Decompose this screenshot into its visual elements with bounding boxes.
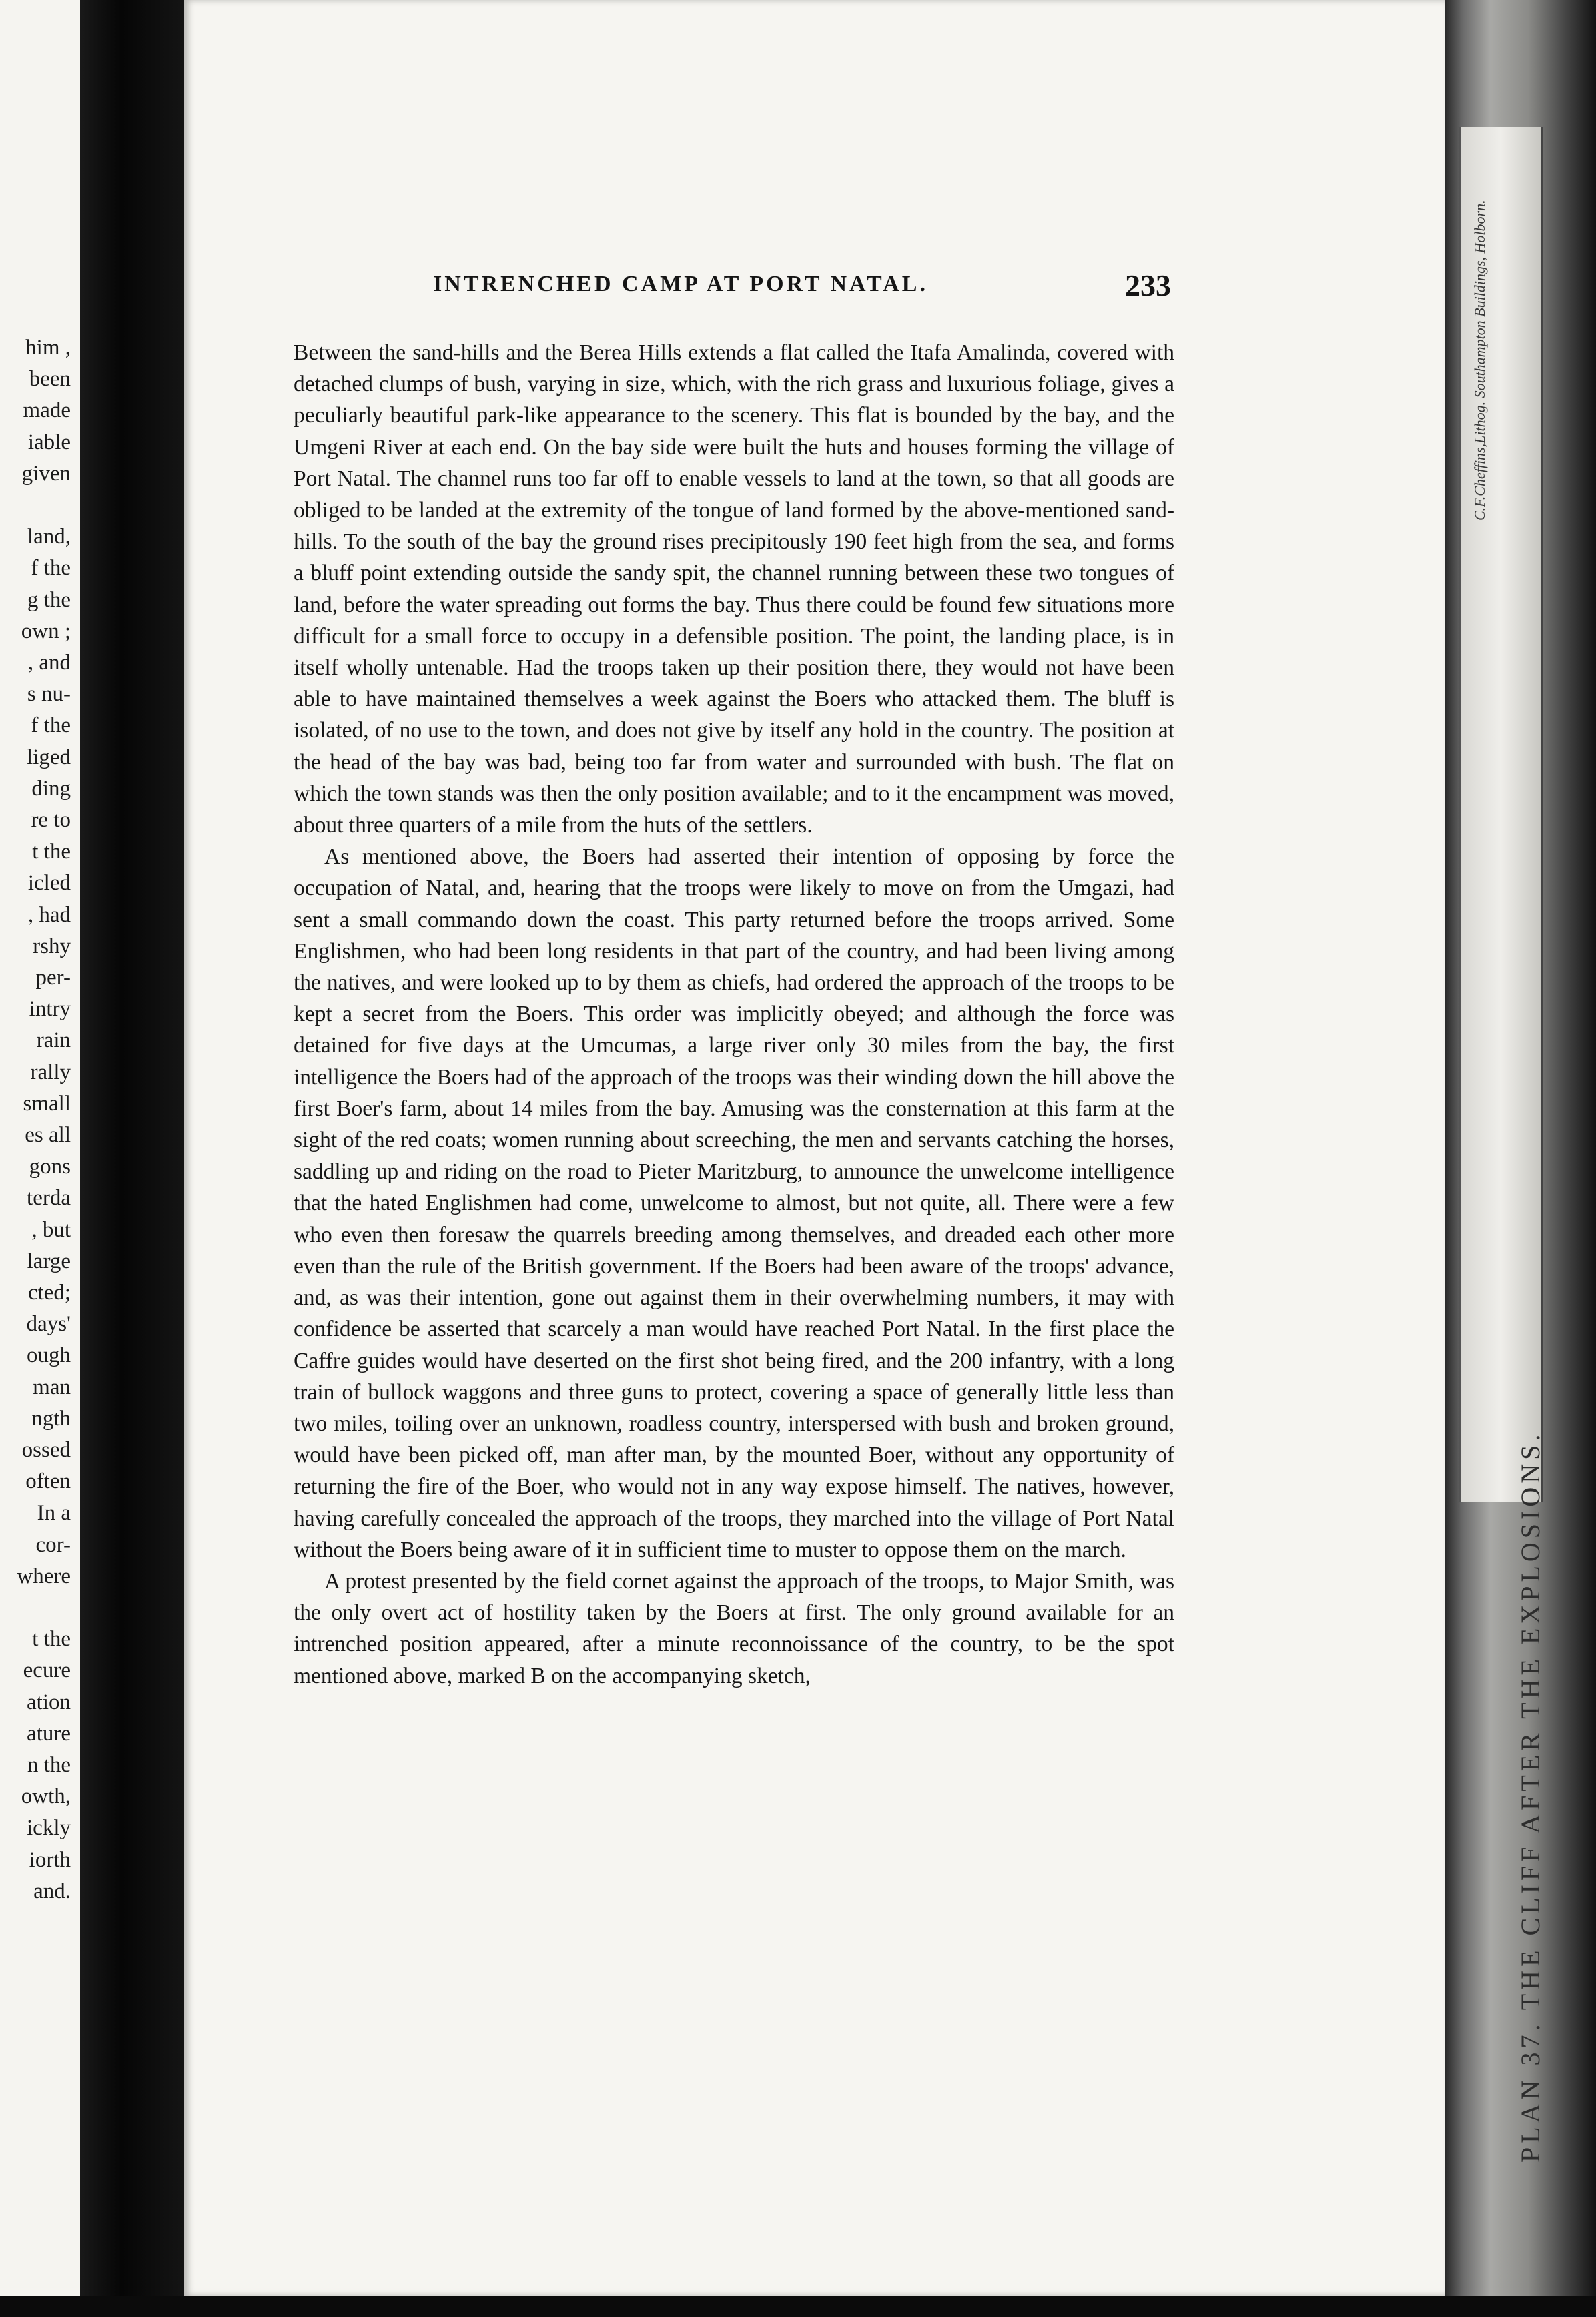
left-page-fragment: own ; xyxy=(21,619,71,643)
left-page-fragment: ossed xyxy=(21,1438,71,1462)
left-page-fragment: re to xyxy=(31,808,71,832)
left-page-fragment: icled xyxy=(27,871,71,896)
left-page-fragment: ickly xyxy=(27,1816,71,1841)
left-page-fragment: , had xyxy=(27,902,71,927)
left-page-fragment: owth, xyxy=(21,1784,71,1809)
left-page-fragment: f the xyxy=(31,556,71,581)
left-page-fragment: iable xyxy=(27,430,71,454)
left-page-fragment: es all xyxy=(25,1123,71,1147)
left-page-fragment: large xyxy=(27,1249,71,1273)
left-page-fragment: t the xyxy=(32,1627,71,1652)
paragraph: As mentioned above, the Boers had asserted their intention of opposing by force the occupation of Natal, and, hearing that the troops were likely to move on from the Umgazi, had sent a small commando down the coast. This party returned before the troops arrived. Some Englishmen, who had been long residents in that part of the country, and had been living among the natives, and were looked up to by them as chiefs, had ordered the approach of the troops to be kept a secret from the Boers. This order was implicitly obeyed; and although the force was detained for five days at the Umcumas, a large river only 30 miles from the bay, the first intelligence the Boers had of the approach of the troops was their winding down the hill above the first Boer's farm, about 14 miles from the bay. Amusing was the consternation at this farm at the sight of the red coats; women running about screeching, the men and servants catching the horses, saddling up and riding on the road to Pieter Maritzburg, to announce the unwelcome intelligence that the hated Englishmen had come, unwelcome to almost, but not quite, all. There were a few who even then foresaw the quarrels breeding among themselves, and dreaded each other more even than the rule of the British government. If the Boers had been aware of the troops' advance, and, as was their intention, gone out against them in their overwhelming numbers, it may with confidence be asserted that scarcely a man would have reached Port Natal. In the first place the Caffre guides would have deserted on the first shot being fired, and the 200 infantry, with a long train of bullock waggons and three guns to protect, covering a space of generally little less than two miles, toiling over an unknown, roadless country, interspersed with bush and broken ground, would have been picked off, man after man, by the mounted Boer, without any opportunity of returning the fire of the Boer, who would not in any way expose himself. The natives, however, having carefully concealed the approach of the troops, they marched into the village of Port Natal without the Boers being aware of it in sufficient time to muster to oppose them on the march. xyxy=(294,844,1174,1562)
left-page-fragment: terda xyxy=(27,1186,71,1211)
left-page-fragment: and. xyxy=(33,1879,71,1903)
left-page-fragment: him , xyxy=(25,336,71,360)
running-head-title: INTRENCHED CAMP AT PORT NATAL. xyxy=(433,272,928,296)
left-page-fragment: small xyxy=(23,1091,71,1116)
left-page-fragment: g the xyxy=(27,587,71,612)
left-page-fragment: given xyxy=(21,461,71,486)
page-number: 233 xyxy=(1125,268,1171,302)
left-page-fragment: ation xyxy=(27,1690,71,1714)
left-page-fragment: days' xyxy=(26,1312,71,1337)
left-page-fragment: ecure xyxy=(23,1658,71,1683)
left-page-fragment: rshy xyxy=(33,934,71,958)
left-page-fragment: liged xyxy=(27,745,71,769)
left-page-fragment: rally xyxy=(30,1060,71,1084)
left-page-sliver xyxy=(0,0,81,2296)
left-page-fragment: man xyxy=(33,1375,71,1399)
left-page-fragment: cted; xyxy=(27,1281,71,1305)
left-page-fragment: cor- xyxy=(35,1532,71,1557)
left-page-fragment: been xyxy=(29,367,71,392)
left-page-fragment: ding xyxy=(31,776,71,801)
book-gutter xyxy=(80,0,184,2317)
left-page-fragment: often xyxy=(25,1469,71,1494)
map-caption: PLAN 37. THE CLIFF AFTER THE EXPLOSIONS. xyxy=(1515,1430,1545,2162)
left-page-fragment: made xyxy=(23,398,71,423)
paragraph: A protest presented by the field cornet against the approach of the troops, to Major Smith, was the only overt act of hostility taken by the Boers at first. The only ground available for an intrenched position appeared, after a minute reconnoissance of the country, to be the spot mentioned above, marked B on the accompanying sketch, xyxy=(294,1568,1174,1688)
left-page-fragment: n the xyxy=(27,1753,71,1777)
left-page-fragment: f the xyxy=(31,713,71,738)
left-page-fragment: t the xyxy=(32,840,71,864)
left-page-fragment: ature xyxy=(27,1721,71,1746)
left-page-fragment: intry xyxy=(29,997,71,1022)
left-page-fragment: rain xyxy=(36,1028,71,1053)
body-text xyxy=(294,337,1174,1692)
left-page-fragment: , but xyxy=(31,1217,71,1242)
left-page-fragment: land, xyxy=(27,525,71,549)
left-page-fragment: iorth xyxy=(29,1847,71,1872)
left-page-fragment: , and xyxy=(27,651,71,675)
paragraph: Between the sand-hills and the Berea Hills extends a flat called the Itafa Amalinda, covered with detached clumps of bush, varying in size, which, with the rich grass and luxurious foliage, gives a peculiarly beautiful park-like appearance to the scenery. This flat is bounded by the bay, and the Umgeni River at each end. On the bay side were built the huts and houses forming the village of Port Natal. The channel runs too far off to enable vessels to land at the town, so that all goods are obliged to be landed at the extremity of the tongue of land formed by the above-mentioned sand-hills. To the south of the bay the ground rises precipitously 190 feet high from the sea, and forms a bluff point extending outside the sandy spit, the channel running between these two tongues of land, before the water spreading out forms the bay. Thus there could be found few situations more difficult for a small force to occupy in a defensible position. The point, the landing place, is in itself wholly untenable. Had the troops taken up their position there, they would not have been able to have maintained themselves a week against the Boers who attacked them. The bluff is isolated, of no use to the town, and does not give by itself any hold in the country. The position at the head of the bay was bad, being too far from water and surrounded with bush. The flat on which the town stands was then the only position available; and to it the encampment was moved, about three quarters of a mile from the huts of the settlers. xyxy=(294,340,1174,838)
left-page-fragment: ough xyxy=(27,1343,71,1368)
left-page-fragment: s nu- xyxy=(27,682,71,707)
left-page-fragment: where xyxy=(17,1564,71,1588)
left-page-fragment: In a xyxy=(37,1501,71,1526)
left-page-fragment: per- xyxy=(35,966,71,990)
running-head xyxy=(284,268,1171,305)
left-page-fragment: gons xyxy=(29,1154,71,1179)
left-page-fragment: ngth xyxy=(31,1406,71,1431)
lithographer-credit: C.F.Cheffins,Lithog. Southampton Buildings, Holborn. xyxy=(1471,200,1488,521)
bottom-edge xyxy=(0,2296,1596,2317)
